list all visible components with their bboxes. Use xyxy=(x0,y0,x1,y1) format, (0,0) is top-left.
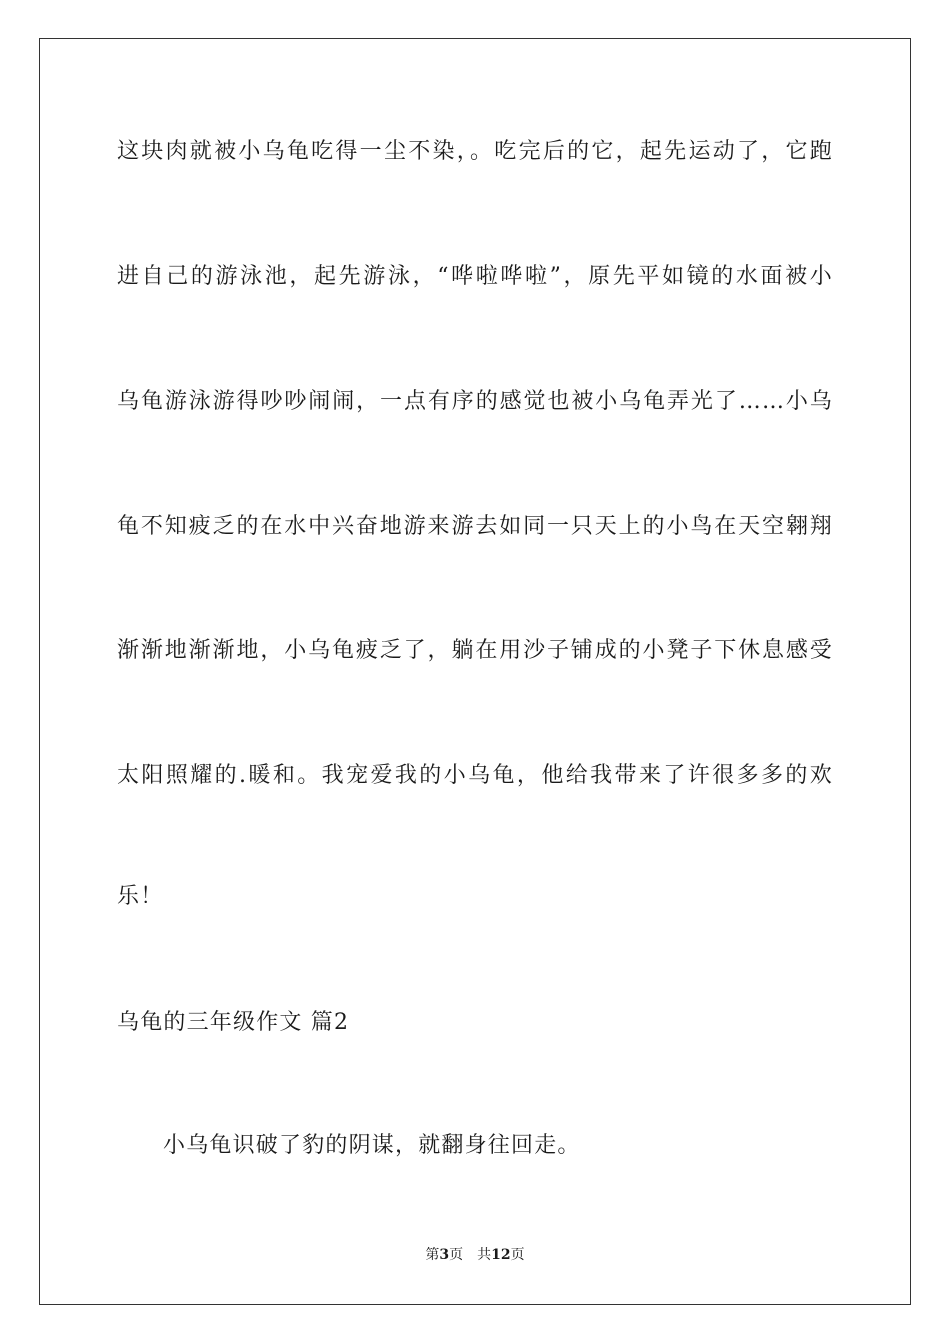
body-line-1: 这块肉就被小乌龟吃得一尘不染，。吃完后的它，起先运动了，它跑 xyxy=(117,139,833,164)
body-line-2: 进自己的游泳池，起先游泳，“哗啦哗啦”，原先平如镜的水面被小 xyxy=(117,264,833,289)
body-line-6: 太阳照耀的.暖和。我宠爱我的小乌龟，他给我带来了许很多多的欢 xyxy=(117,763,833,788)
page-footer xyxy=(0,1246,950,1264)
body-line-3: 乌龟游泳游得吵吵闹闹，一点有序的感觉也被小乌龟弄光了……小乌 xyxy=(117,389,833,414)
section-heading: 乌龟的三年级作文 篇2 xyxy=(117,1010,350,1035)
body-line-4: 龟不知疲乏的在水中兴奋地游来游去如同一只天上的小鸟在天空翱翔 xyxy=(117,514,833,539)
footer-page-suffix: 页 xyxy=(449,1247,464,1263)
footer-total-pages: 12 xyxy=(491,1247,511,1263)
page-frame xyxy=(39,38,911,1305)
body-line-7: 乐！ xyxy=(117,884,164,909)
footer-page-number: 3 xyxy=(439,1247,450,1263)
footer-total-suffix: 页 xyxy=(510,1247,525,1263)
footer-total-prefix: 共 xyxy=(477,1247,492,1263)
body-line-5: 渐渐地渐渐地，小乌龟疲乏了，躺在用沙子铺成的小凳子下休息感受 xyxy=(117,638,833,663)
paragraph-start: 小乌龟识破了豹的阴谋，就翻身往回走。 xyxy=(163,1133,581,1158)
footer-page-prefix: 第 xyxy=(425,1247,440,1263)
